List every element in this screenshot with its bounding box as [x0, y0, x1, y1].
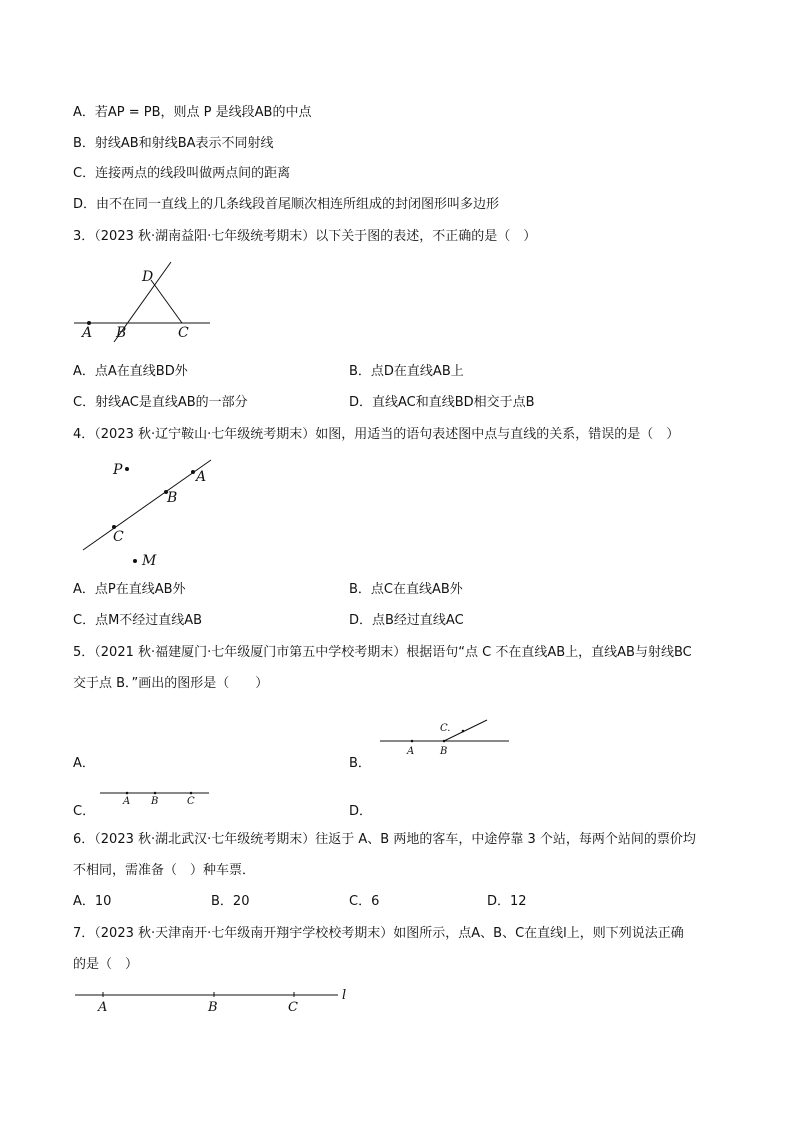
q6-option-a: A．10: [73, 894, 112, 909]
q3-label-d: D: [142, 269, 154, 285]
q7-figure: [72, 985, 362, 1019]
q7-stem-line1: 7．（2023 秋·天津南开·七年级南开翔宇学校校考期末）如图所示，点A、B、C在直线l上，则下列说法正确: [73, 926, 684, 941]
q5-stem-line1: 5．（2021 秋·福建厦门·七年级厦门市第五中学校考期末）根据语句“点 C 不在直线AB上，直线AB与射线BC: [73, 645, 692, 660]
q5-figure-b: [378, 716, 513, 758]
q3-label-a: A: [82, 325, 93, 341]
q4-option-d: D．点B经过直线AC: [349, 613, 464, 628]
q4-stem: 4．（2023 秋·辽宁鞍山·七年级统考期末）如图，用适当的语句表述图中点与直线的关系，错误的是（ ）: [73, 427, 680, 442]
q3-label-b: B: [116, 325, 127, 341]
q3-option-c: C．射线AC是直线AB的一部分: [73, 395, 248, 410]
q5c-label-c: C: [187, 796, 195, 807]
q2-option-a: A．若AP = PB，则点 P 是线段AB的中点: [73, 105, 312, 120]
q2-option-c: C．连接两点的线段叫做两点间的距离: [73, 166, 291, 181]
q3-stem: 3．（2023 秋·湖南益阳·七年级统考期末）以下关于图的表述，不正确的是（ ）: [73, 229, 537, 244]
q6-option-b: B．20: [211, 894, 250, 909]
q5b-label-c: C.: [440, 723, 451, 734]
q5-option-a: A．: [73, 756, 95, 771]
q5b-label-a: A: [407, 746, 415, 757]
q4-option-a: A．点P在直线AB外: [73, 582, 186, 597]
q3-figure: [70, 258, 220, 344]
q2-option-b: B．射线AB和射线BA表示不同射线: [73, 136, 274, 151]
q6-stem-line1: 6．（2023 秋·湖北武汉·七年级统考期末）往返于 A、B 两地的客车，中途停靠 3 个站，每两个站间的票价均: [73, 832, 696, 847]
q7-stem-line2: 的是（ ）: [73, 957, 139, 972]
q6-option-c: C．6: [349, 894, 380, 909]
q5-figure-c: [98, 787, 213, 809]
q6-stem-line2: 不相同，需准备（ ）种车票．: [73, 863, 256, 878]
q5-stem-line2: 交于点 B．”画出的图形是（ ）: [73, 676, 269, 691]
q5c-label-b: B: [151, 796, 159, 807]
q5-option-c: C．: [73, 804, 96, 819]
q4-label-a: A: [196, 469, 207, 485]
q6-option-d: D．12: [487, 894, 527, 909]
q4-label-b: B: [167, 490, 178, 506]
q4-label-p: P: [113, 462, 123, 478]
q4-option-c: C．点M不经过直线AB: [73, 613, 203, 628]
q3-option-d: D．直线AC和直线BD相交于点B: [349, 395, 535, 410]
q5c-label-a: A: [123, 796, 131, 807]
q7-label-a: A: [98, 1000, 108, 1015]
q4-option-b: B．点C在直线AB外: [349, 582, 463, 597]
q3-option-a: A．点A在直线BD外: [73, 364, 188, 379]
q7-label-l: l: [342, 988, 347, 1003]
q7-label-b: B: [208, 1000, 218, 1015]
q4-label-c: C: [113, 529, 124, 545]
q2-option-d: D．由不在同一直线上的几条线段首尾顺次相连所组成的封闭图形叫多边形: [73, 197, 500, 212]
q3-label-c: C: [178, 325, 189, 341]
q5-option-d: D．: [349, 804, 373, 819]
q5-option-b: B．: [349, 756, 371, 771]
q3-option-b: B．点D在直线AB上: [349, 364, 464, 379]
q7-label-c: C: [288, 1000, 298, 1015]
q4-figure: [80, 455, 220, 571]
q5b-label-b: B: [440, 746, 448, 757]
q4-label-m: M: [142, 553, 157, 569]
